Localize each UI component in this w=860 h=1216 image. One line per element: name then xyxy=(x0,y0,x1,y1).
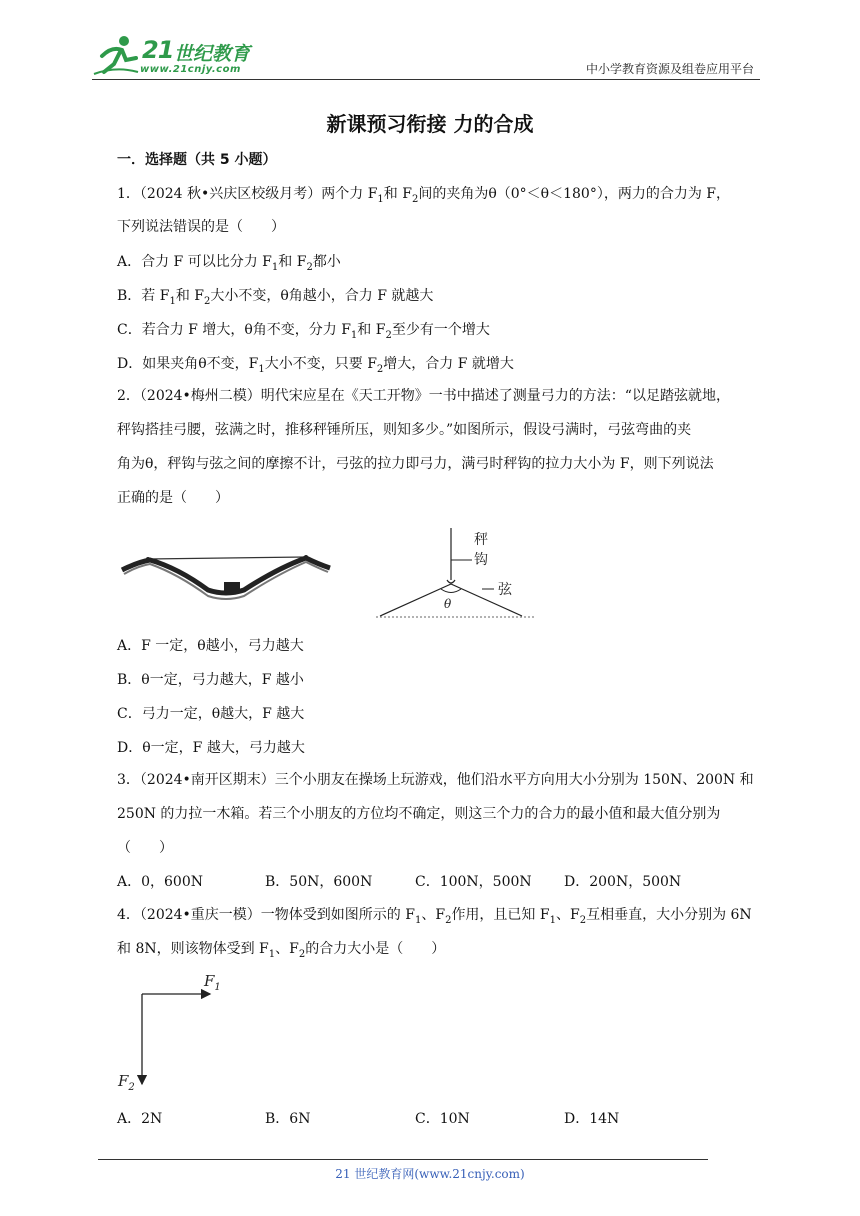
q2-line-1: 2．（2024•梅州二模）明代宋应星在《天工开物》一书中描述了测量弓力的方法：“以足踏弦就地， xyxy=(117,388,730,404)
label-f1: $F_1$ xyxy=(204,972,221,993)
q3-line-2: 250N 的力拉一木箱。若三个小朋友的方位均不确定，则这三个力的合力的最小值和最大值分别为 xyxy=(117,806,721,822)
force-figure xyxy=(112,968,232,1094)
q2-option-d[interactable]: D．θ一定，F 越大，弓力越大 xyxy=(117,740,305,756)
q1-line-1: 1．（2024 秋•兴庆区校级月考）两个力 $F_1$和 $F_2$间的夹角为θ（0°＜θ＜180°），两力的合力为 F， xyxy=(117,186,730,205)
q4-line-2: 和 8N，则该物体受到 $F_1$、$F_2$的合力大小是（ ） xyxy=(117,941,446,960)
label-f2: $F_2$ xyxy=(118,1072,135,1093)
q3-line-3: （ ） xyxy=(117,840,173,856)
q1-option-c[interactable]: C．若合力 F 增大，θ角不变，分力 $F_1$和 $F_2$至少有一个增大 xyxy=(117,322,490,341)
q4-option-c[interactable]: C．10N xyxy=(415,1111,470,1127)
q2-option-b[interactable]: B．θ一定，弓力越大，F 越小 xyxy=(117,672,304,688)
q3-option-c[interactable]: C．100N，500N xyxy=(415,874,532,890)
bow-figure xyxy=(118,548,336,608)
footer-link[interactable]: 21 世纪教育网(www.21cnjy.com) xyxy=(335,1167,525,1181)
site-logo xyxy=(92,34,262,78)
q1-line-2: 下列说法错误的是（ ） xyxy=(117,219,285,235)
header-platform-text: 中小学教育资源及组卷应用平台 xyxy=(585,62,754,76)
q1-option-d[interactable]: D．如果夹角θ不变，$F_1$大小不变，只要 $F_2$增大，合力 F 就增大 xyxy=(117,356,514,375)
section-heading: 一．选择题（共 5 小题） xyxy=(117,152,277,168)
label-theta: θ xyxy=(444,597,452,611)
q1-option-b[interactable]: B．若 $F_1$和 $F_2$大小不变，θ角越小，合力 F 就越大 xyxy=(117,288,434,307)
logo-number: 21 xyxy=(142,36,174,64)
label-hook-2: 钩 xyxy=(474,552,488,568)
q4-option-a[interactable]: A．2N xyxy=(117,1111,163,1127)
q2-line-2: 秤钩搭挂弓腰，弦满之时，推移秤锤所压，则知多少。”如图所示，假设弓满时，弓弦弯曲的夹 xyxy=(117,422,692,438)
label-hook-1: 秤 xyxy=(474,532,488,548)
q2-option-c[interactable]: C．弓力一定，θ越大，F 越大 xyxy=(117,706,305,722)
q2-line-4: 正确的是（ ） xyxy=(117,490,229,506)
runner-icon xyxy=(92,34,140,78)
q4-option-d[interactable]: D．14N xyxy=(564,1111,620,1127)
q3-option-a[interactable]: A．0，600N xyxy=(117,874,203,890)
q3-line-1: 3．（2024•南开区期末）三个小朋友在操场上玩游戏，他们沿水平方向用大小分别为 150N、200N 和 xyxy=(117,772,754,788)
q2-option-a[interactable]: A．F 一定，θ越小，弓力越大 xyxy=(117,638,304,654)
q2-line-3: 角为θ，秤钩与弦之间的摩擦不计，弓弦的拉力即弓力，满弓时秤钩的拉力大小为 F，则下列说法 xyxy=(117,456,714,472)
q1-option-a[interactable]: A．合力 F 可以比分力 $F_1$和 $F_2$都小 xyxy=(117,254,341,273)
logo-url: www.21cnjy.com xyxy=(140,64,241,75)
hook-string-figure xyxy=(376,524,536,620)
label-string: 弦 xyxy=(498,582,512,598)
q4-line-1: 4．（2024•重庆一模）一物体受到如图所示的 $F_1$、$F_2$作用，且已知 $F_1$、$F_2$互相垂直，大小分别为 6N xyxy=(117,907,752,926)
q3-option-d[interactable]: D．200N，500N xyxy=(564,874,682,890)
header-divider xyxy=(92,79,760,80)
footer-divider xyxy=(98,1159,708,1160)
q3-option-b[interactable]: B．50N，600N xyxy=(265,874,373,890)
q4-option-b[interactable]: B．6N xyxy=(265,1111,311,1127)
logo-text: 世纪教育 xyxy=(174,43,251,65)
page-title: 新课预习衔接 力的合成 xyxy=(326,112,534,136)
page-header xyxy=(92,34,760,82)
